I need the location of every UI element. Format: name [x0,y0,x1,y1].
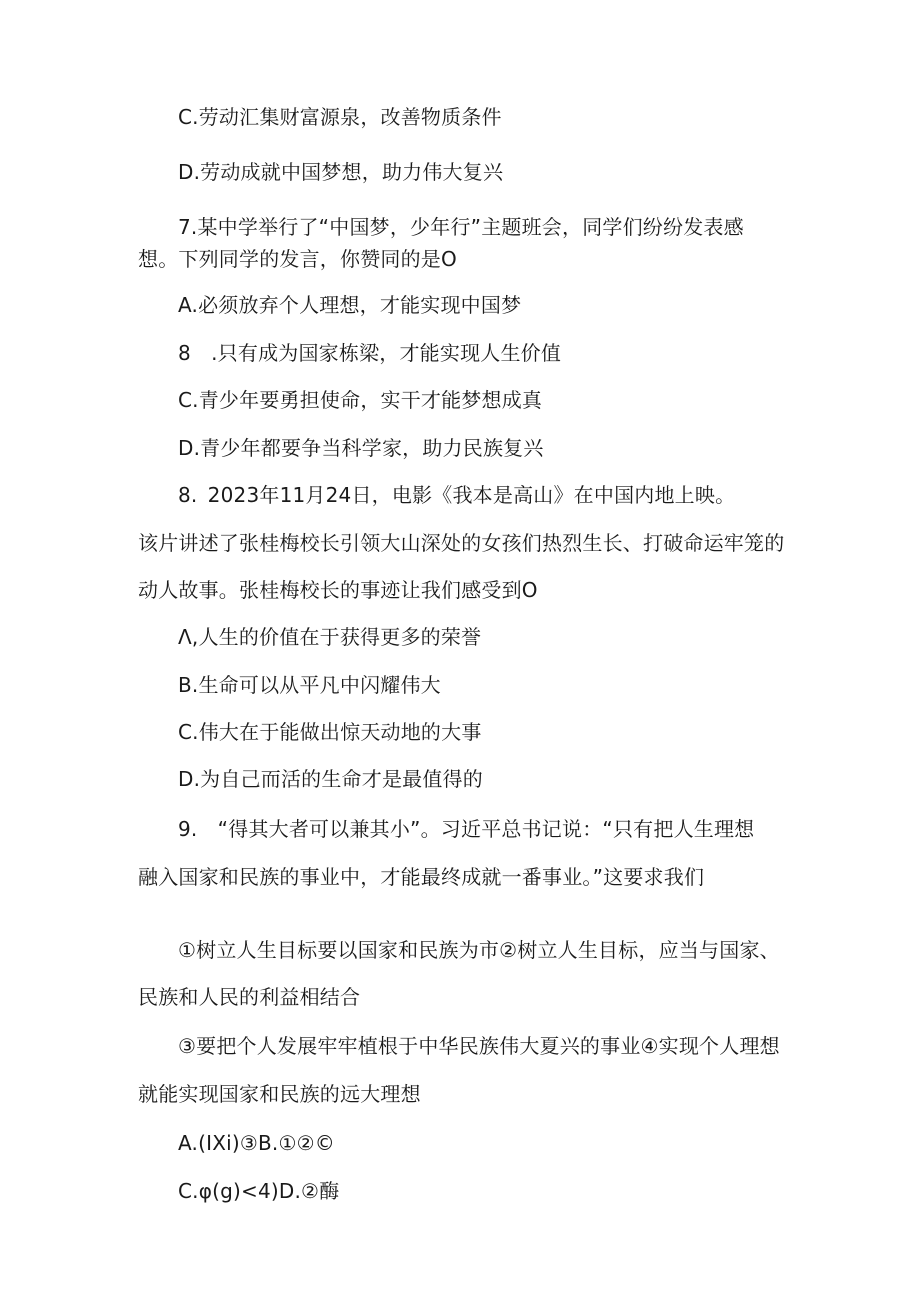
q9-stem-line1: 9. “得其大者可以兼其小”。习近平总书记说：“只有把人生理想 [178,817,755,841]
q7-stem-line1: 7.某中学举行了“中国梦，少年行”主题班会，同学们纷纷发表感 [178,215,744,239]
q9-statements-3: ③要把个人发展牢牢植根于中华民族伟大夏兴的事业④实现个人理想 [178,1034,780,1058]
q8-option-c: C.伟大在于能做出惊天动地的大事 [178,720,482,744]
q9-statements-2: 民族和人民的利益相结合 [138,985,361,1009]
q9-options-cd: C.φ(g)<4)D.②酶 [178,1179,340,1203]
q8-option-b: B.生命可以从平凡中闪耀伟大 [178,673,441,697]
q8-stem-line3: 动人故事。张桂梅校长的事迹让我们感受到O [138,578,538,602]
q9-stem-line2: 融入国家和民族的事业中，才能最终成就一番事业。”这要求我们 [138,865,705,889]
q7-stem-line2: 想。下列同学的发言，你赞同的是O [138,247,457,271]
q7-option-a: A.必须放弃个人理想，才能实现中国梦 [178,293,522,317]
q7-option-c: C.青少年要勇担使命，实干才能梦想成真 [178,388,543,412]
q9-options-ab: A.(IXi)③B.①②© [178,1131,335,1155]
q8-option-a: Λ,人生的价值在于获得更多的荣誉 [178,625,482,649]
q9-statements-1: ①树立人生目标要以国家和民族为市②树立人生目标，应当与国家、 [178,938,780,962]
q8-option-d: D.为自己而活的生命才是最值得的 [178,767,483,791]
q8-stem-line2: 该片讲述了张桂梅校长引领大山深处的女孩们热烈生长、打破命运牢笼的 [138,531,785,555]
q6-option-d: D.劳动成就中国梦想，助力伟大复兴 [178,160,504,184]
q9-statements-4: 就能实现国家和民族的远大理想 [138,1082,421,1106]
q6-option-c: C.劳动汇集财富源泉，改善物质条件 [178,105,502,129]
q8-stem-line1: 8. 2023年11月24日，电影《我本是高山》在中国内地上映。 [178,483,736,507]
q7-option-b: 8 .只有成为国家栋梁，才能实现人生价值 [178,341,562,365]
q7-option-d: D.青少年都要争当科学家，助力民族复兴 [178,436,544,460]
